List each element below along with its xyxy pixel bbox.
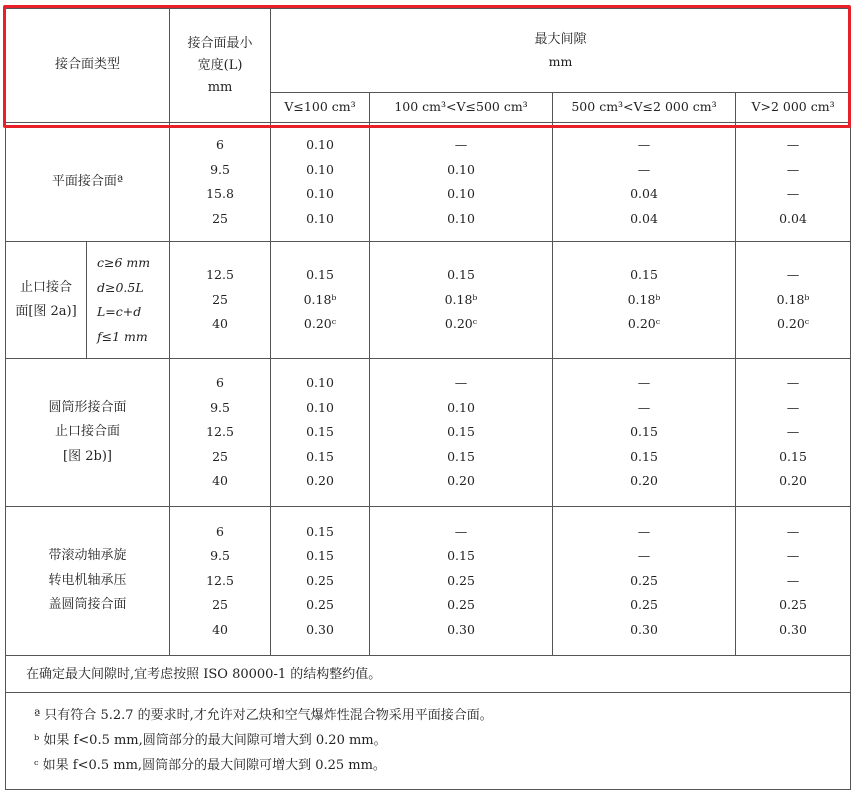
clearance-table [5,8,851,790]
gap-values-v3: — — 0.04 0.04 [553,123,736,242]
gap-values-v1: 0.15 0.15 0.25 0.25 0.30 [271,507,370,656]
gap-values-v1: 0.10 0.10 0.15 0.15 0.20 [271,359,370,507]
row-label-bearing-cap-joint: 带滚动轴承旋 转电机轴承压 盖圆筒接合面 [6,507,170,656]
gap-values-v2: — 0.10 0.15 0.15 0.20 [370,359,553,507]
footnotes [6,693,851,790]
row-label-spigot-joint: 止口接合 面[图 2a)] [6,242,87,359]
gap-values-v4: — 0.18ᵇ 0.20ᶜ [736,242,851,359]
table-row [6,242,851,359]
gap-values-v3: — — 0.25 0.25 0.30 [553,507,736,656]
footnote-a: ª 只有符合 5.2.7 的要求时,才允许对乙炔和空气爆炸性混合物采用平面接合面。 [34,708,493,723]
table-row [6,123,851,242]
header-volume-3: 500 cm³<V≤2 000 cm³ [553,93,736,123]
header-min-width: 接合面最小 宽度(L) mm [170,9,271,123]
gap-values-v1: 0.15 0.18ᵇ 0.20ᶜ [271,242,370,359]
row-label-cylindrical-joint: 圆筒形接合面 止口接合面 [图 2b)] [6,359,170,507]
header-volume-4: V>2 000 cm³ [736,93,851,123]
gap-values-v4: — — — 0.25 0.30 [736,507,851,656]
gap-values-v1: 0.10 0.10 0.10 0.10 [271,123,370,242]
header-max-gap: 最大间隙 mm [271,9,851,93]
gap-values-v4: — — — 0.04 [736,123,851,242]
header-joint-type: 接合面类型 [6,9,170,123]
gap-values-v2: — 0.10 0.10 0.10 [370,123,553,242]
gap-values-v3: 0.15 0.18ᵇ 0.20ᶜ [553,242,736,359]
row-label-flat-joint: 平面接合面ª [6,123,170,242]
width-values: 6 9.5 15.8 25 [170,123,271,242]
width-values: 6 9.5 12.5 25 40 [170,507,271,656]
header-volume-1: V≤100 cm³ [271,93,370,123]
gap-values-v2: 0.15 0.18ᵇ 0.20ᶜ [370,242,553,359]
width-values: 12.5 25 40 [170,242,271,359]
table-note: 在确定最大间隙时,宜考虑按照 ISO 80000-1 的结构整约值。 [6,656,851,693]
table-row [6,507,851,656]
gap-values-v3: — — 0.15 0.15 0.20 [553,359,736,507]
gap-values-v2: — 0.15 0.25 0.25 0.30 [370,507,553,656]
footnote-b: ᵇ 如果 f<0.5 mm,圆筒部分的最大间隙可增大到 0.20 mm。 [34,733,387,748]
width-values: 6 9.5 12.5 25 40 [170,359,271,507]
spigot-conditions: c≥6 mm d≥0.5L L=c+d f≤1 mm [87,242,170,359]
table-row [6,359,851,507]
header-volume-2: 100 cm³<V≤500 cm³ [370,93,553,123]
gap-values-v4: — — — 0.15 0.20 [736,359,851,507]
footnote-c: ᶜ 如果 f<0.5 mm,圆筒部分的最大间隙可增大到 0.25 mm。 [34,758,386,773]
